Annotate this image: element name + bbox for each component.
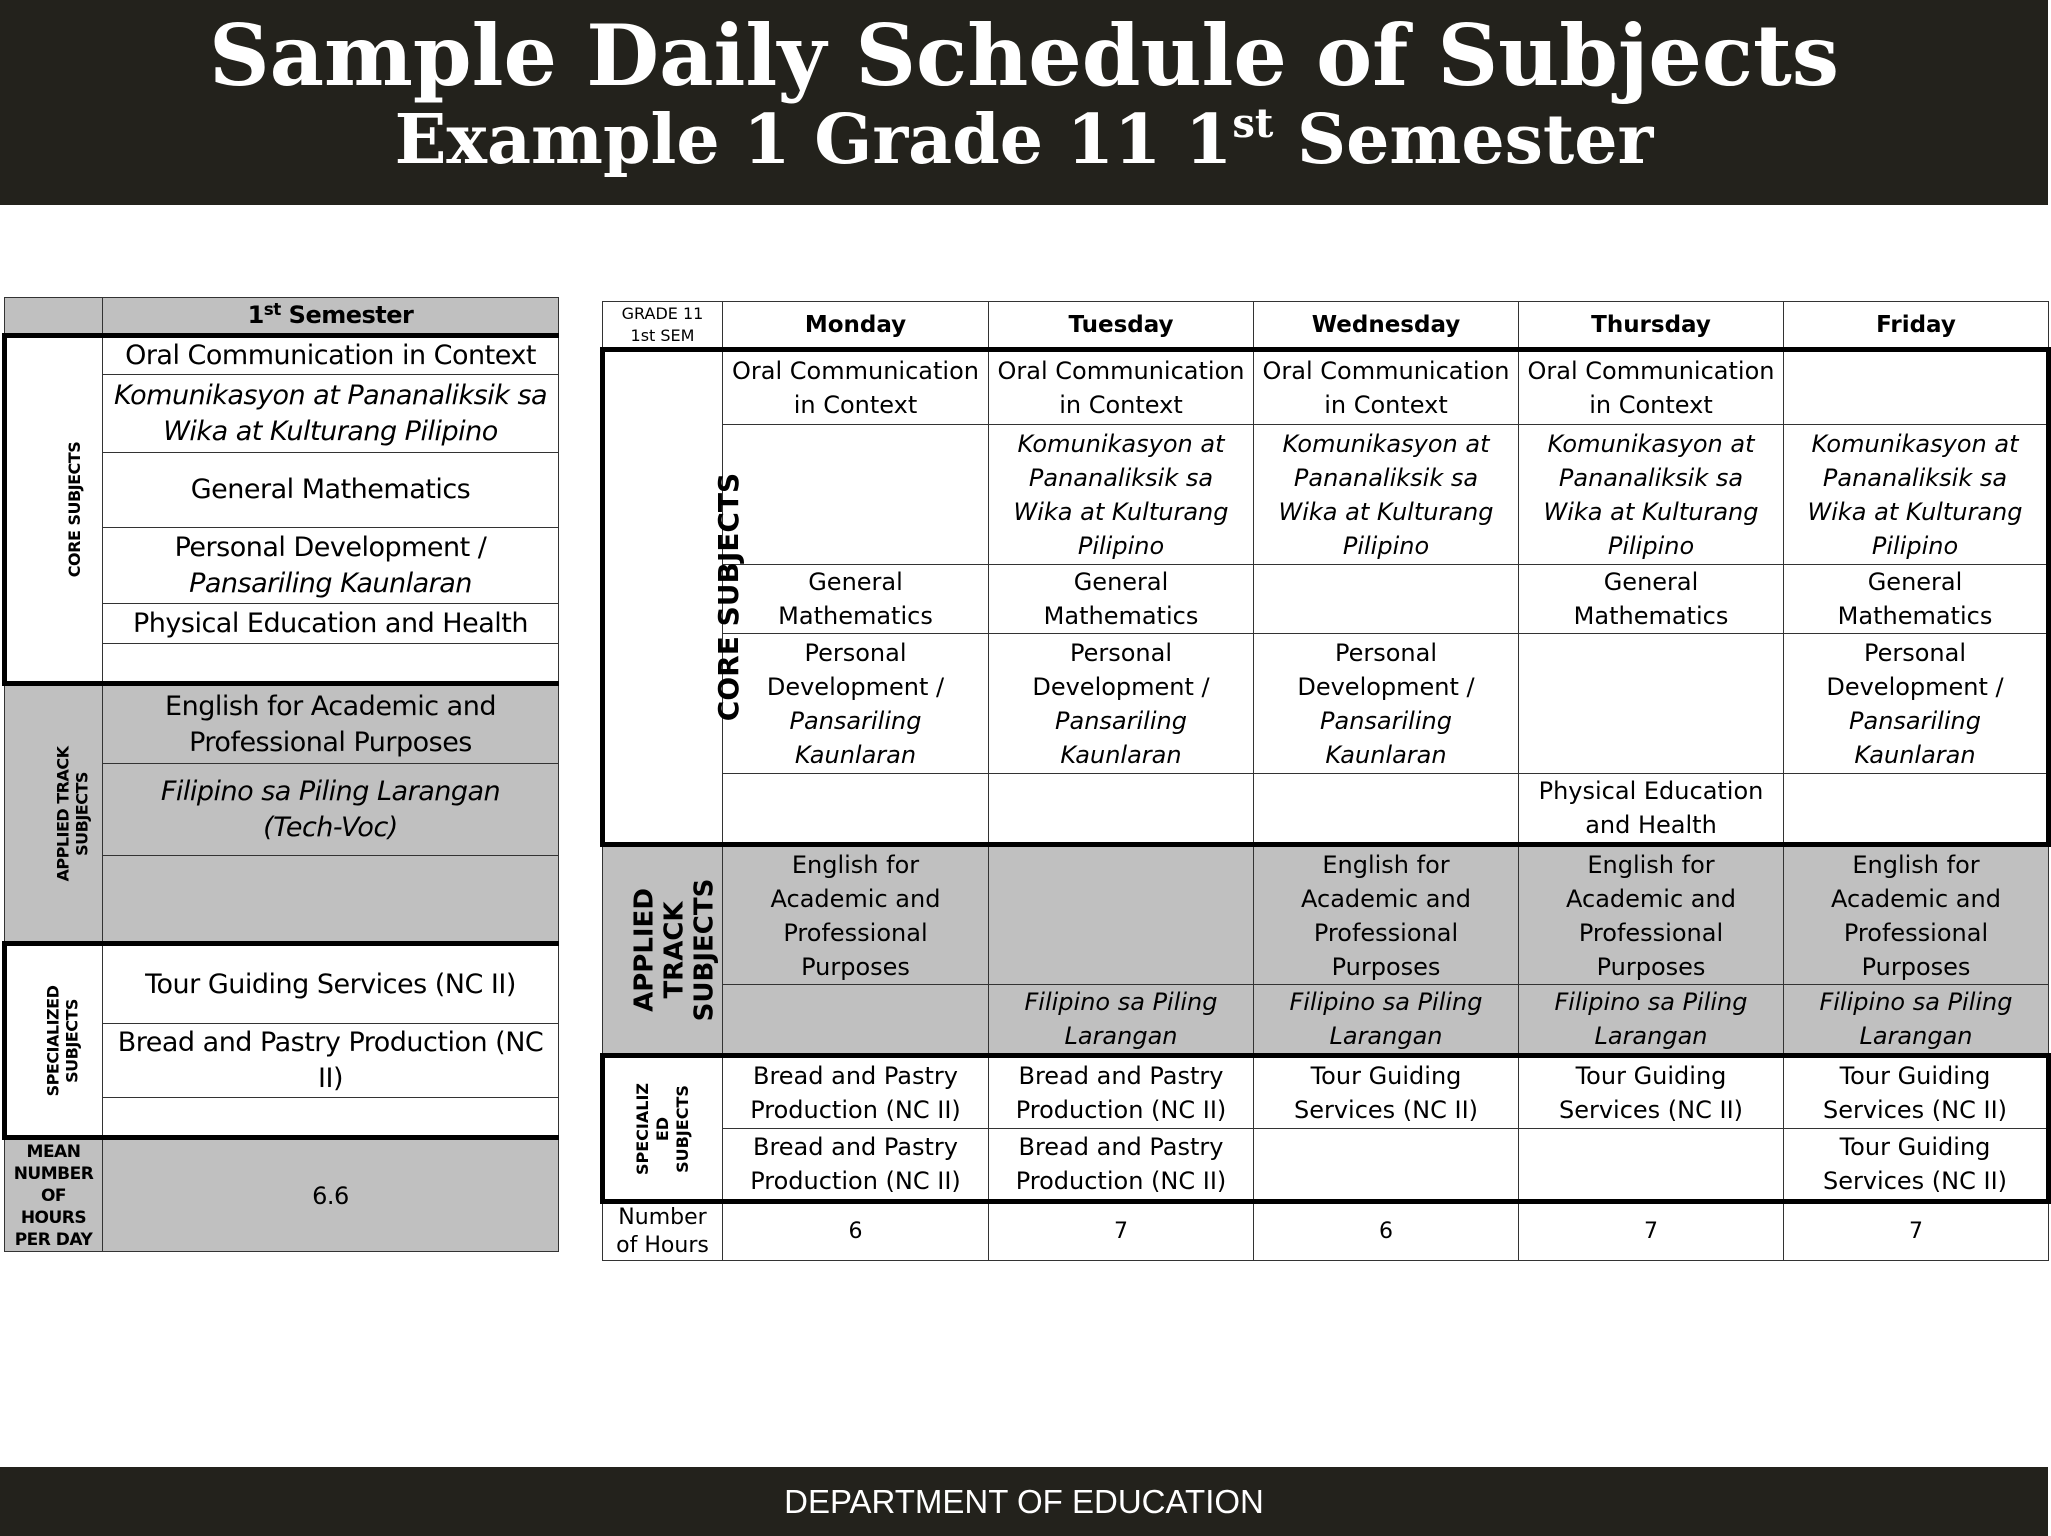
cell-fil-tue: Filipino sa Piling Larangan	[989, 985, 1254, 1056]
cell-bp-tue: Bread and Pastry Production (NC II)	[989, 1056, 1254, 1129]
cell-empty	[1519, 634, 1784, 774]
cell-tg-fri-2: Tour Guiding Services (NC II)	[1784, 1129, 2049, 1202]
subject-bread-pastry: Bread and Pastry Production (NC II)	[103, 1024, 559, 1098]
category-specialized: SPECIALIZ ED SUBJECTS	[603, 1056, 723, 1202]
page-title: Sample Daily Schedule of Subjects	[208, 6, 1840, 105]
cell-oral-thu: Oral Communication in Context	[1519, 350, 1784, 425]
cell-kom-fri: Komunikasyon at Pananaliksik sa Wika at Kulturang Pilipino	[1784, 425, 2049, 565]
cell-gm-tue: General Mathematics	[989, 565, 1254, 634]
mean-hours-value: 6.6	[103, 1138, 559, 1252]
cell-pd-fri: Personal Development / Pansariling Kaunlaran	[1784, 634, 2049, 774]
category-core: CORE SUBJECTS	[603, 350, 723, 845]
subject-komunikasyon: Komunikasyon at Pananaliksik sa Wika at Kulturang Pilipino	[103, 375, 559, 453]
cell-eapp-fri: English for Academic and Professional Purposes	[1784, 845, 2049, 985]
day-header-wednesday: Wednesday	[1254, 302, 1519, 350]
cell-kom-tue: Komunikasyon at Pananaliksik sa Wika at Kulturang Pilipino	[989, 425, 1254, 565]
subject-personal-development: Personal Development / Pansariling Kaunlaran	[103, 528, 559, 604]
cell-empty	[1519, 1129, 1784, 1202]
cell-tg-fri: Tour Guiding Services (NC II)	[1784, 1056, 2049, 1129]
cell-bp-tue-2: Bread and Pastry Production (NC II)	[989, 1129, 1254, 1202]
cell-bp-mon-2: Bread and Pastry Production (NC II)	[723, 1129, 989, 1202]
subject-filipino-piling-larangan: Filipino sa Piling Larangan (Tech-Voc)	[103, 764, 559, 856]
hours-monday: 6	[723, 1202, 989, 1261]
cell-pd-tue: Personal Development / Pansariling Kaunlaran	[989, 634, 1254, 774]
grade-sem-corner: GRADE 11 1st SEM	[603, 302, 723, 350]
subject-eapp: English for Academic and Professional Purposes	[103, 684, 559, 764]
empty-specialized-row	[103, 1098, 559, 1138]
day-header-tuesday: Tuesday	[989, 302, 1254, 350]
cell-gm-mon: General Mathematics	[723, 565, 989, 634]
weekly-schedule-table	[600, 301, 2051, 1261]
hours-tuesday: 7	[989, 1202, 1254, 1261]
footer-band	[0, 1467, 2048, 1536]
cell-bp-mon: Bread and Pastry Production (NC II)	[723, 1056, 989, 1129]
cell-tg-thu: Tour Guiding Services (NC II)	[1519, 1056, 1784, 1129]
hours-friday: 7	[1784, 1202, 2049, 1261]
hours-wednesday: 6	[1254, 1202, 1519, 1261]
cell-empty	[723, 985, 989, 1056]
corner-cell	[5, 298, 103, 336]
subject-oral-communication: Oral Communication in Context	[103, 336, 559, 375]
cell-pd-mon: Personal Development / Pansariling Kaunlaran	[723, 634, 989, 774]
cell-empty	[723, 425, 989, 565]
day-header-thursday: Thursday	[1519, 302, 1784, 350]
cell-empty	[1784, 774, 2049, 845]
cell-fil-wed: Filipino sa Piling Larangan	[1254, 985, 1519, 1056]
category-core: CORE SUBJECTS	[5, 336, 103, 684]
hours-thursday: 7	[1519, 1202, 1784, 1261]
subject-general-mathematics: General Mathematics	[103, 453, 559, 528]
cell-empty	[989, 774, 1254, 845]
cell-empty	[1254, 1129, 1519, 1202]
semester-header: 1st Semester	[103, 298, 559, 336]
page-subtitle: Example 1 Grade 11 1st Semester	[394, 100, 1654, 180]
cell-pd-wed: Personal Development / Pansariling Kaunlaran	[1254, 634, 1519, 774]
number-of-hours-label: Number of Hours	[603, 1202, 723, 1261]
cell-gm-thu: General Mathematics	[1519, 565, 1784, 634]
category-applied: APPLIED TRACK SUBJECTS	[603, 845, 723, 1056]
cell-oral-tue: Oral Communication in Context	[989, 350, 1254, 425]
cell-eapp-thu: English for Academic and Professional Purposes	[1519, 845, 1784, 985]
day-header-friday: Friday	[1784, 302, 2049, 350]
cell-pe-thu: Physical Education and Health	[1519, 774, 1784, 845]
mean-hours-label: MEAN NUMBER OF HOURS PER DAY	[5, 1138, 103, 1252]
cell-oral-mon: Oral Communication in Context	[723, 350, 989, 425]
empty-applied-row	[103, 856, 559, 944]
header-band	[0, 0, 2048, 205]
cell-eapp-wed: English for Academic and Professional Purposes	[1254, 845, 1519, 985]
category-applied: APPLIED TRACK SUBJECTS	[5, 684, 103, 944]
cell-kom-thu: Komunikasyon at Pananaliksik sa Wika at Kulturang Pilipino	[1519, 425, 1784, 565]
empty-core-row	[103, 644, 559, 684]
cell-fil-thu: Filipino sa Piling Larangan	[1519, 985, 1784, 1056]
cell-empty	[1784, 350, 2049, 425]
cell-empty	[1254, 565, 1519, 634]
category-specialized: SPECIALIZED SUBJECTS	[5, 944, 103, 1138]
cell-oral-wed: Oral Communication in Context	[1254, 350, 1519, 425]
cell-tg-wed: Tour Guiding Services (NC II)	[1254, 1056, 1519, 1129]
semester-subjects-table	[2, 297, 559, 1252]
footer-text: DEPARTMENT OF EDUCATION	[784, 1483, 1264, 1520]
subject-tour-guiding: Tour Guiding Services (NC II)	[103, 944, 559, 1024]
cell-kom-wed: Komunikasyon at Pananaliksik sa Wika at Kulturang Pilipino	[1254, 425, 1519, 565]
day-header-monday: Monday	[723, 302, 989, 350]
subject-pe-health: Physical Education and Health	[103, 604, 559, 644]
cell-empty	[989, 845, 1254, 985]
cell-gm-fri: General Mathematics	[1784, 565, 2049, 634]
cell-empty	[723, 774, 989, 845]
cell-fil-fri: Filipino sa Piling Larangan	[1784, 985, 2049, 1056]
cell-empty	[1254, 774, 1519, 845]
cell-eapp-mon: English for Academic and Professional Purposes	[723, 845, 989, 985]
